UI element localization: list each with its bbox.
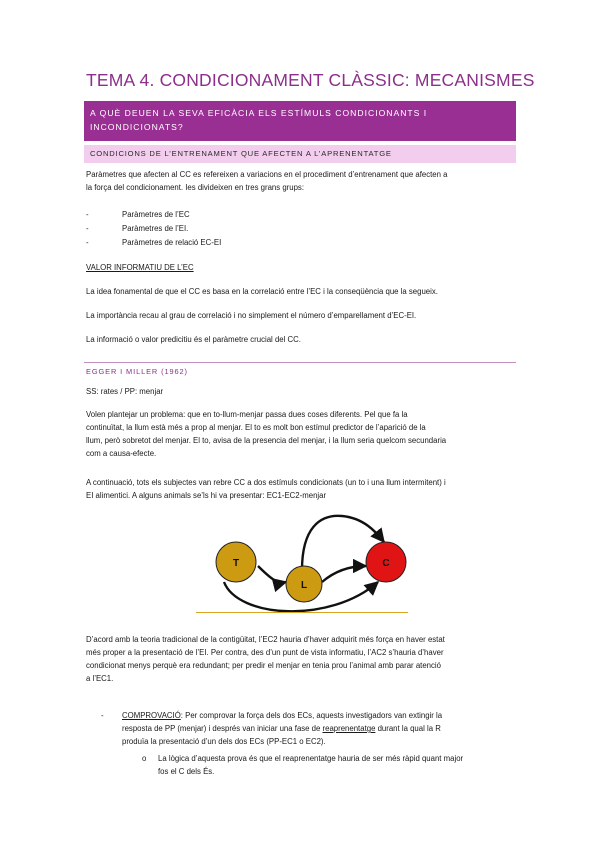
contiguity-line: D’acord amb la teoria tradicional de la contigüitat, l’EC2 hauria d’haver adquirit més força en haver estat — [86, 635, 445, 644]
arrow-t-to-l — [258, 566, 286, 582]
problem-paragraph — [86, 408, 514, 460]
sub-line: La lògica d’aquesta prova és que el reaprenentatge hauria de ser més ràpid quant major — [158, 754, 464, 763]
section-divider — [84, 362, 516, 363]
comprovacio-line — [122, 709, 514, 722]
comprovacio-text: : Per comprovar la força dels dos ECs, aquests investigadors van extingir la — [180, 711, 443, 720]
subjects-line: SS: rates / PP: menjar — [86, 387, 164, 396]
node-t-label: T — [232, 558, 240, 569]
valor-paragraph: La informació o valor predicitiu és el paràmetre crucial del CC. — [86, 335, 301, 344]
sub-item — [158, 752, 514, 778]
section-header-line1: A QUÈ DEUEN LA SEVA EFICÀCIA ELS ESTÍMULS CONDICIONANTS I — [90, 108, 428, 118]
problem-line: continuïtat, la llum està més a prop al menjar. El to es molt bon estímul predictor de l’aparició de la — [86, 423, 426, 432]
list-marker: - — [86, 238, 89, 247]
valor-paragraph: La importància recau al grau de correlació i no simplement el número d’emparellament d’EC-EI. — [86, 311, 417, 320]
intro-paragraph — [86, 168, 514, 194]
stimulus-diagram — [190, 508, 420, 618]
node-c — [366, 542, 406, 582]
list-marker: - — [86, 224, 89, 233]
node-c-label: C — [382, 558, 390, 569]
egger-heading: EGGER I MILLER (1962) — [86, 367, 188, 376]
comprovacio-label: COMPROVACIÓ — [122, 711, 181, 720]
list-item-text: Paràmetres de l’EI. — [122, 224, 189, 233]
node-l-label: L — [300, 580, 308, 591]
intro-line: Paràmetres que afecten al CC es refereixen a variacions en el procediment d’entrenament que afecten a — [86, 170, 448, 179]
reaprenentatge-term: reaprenentatge — [322, 724, 376, 733]
comprovacio-marker: - — [101, 711, 104, 720]
problem-line: Volen plantejar un problema: que en to-llum-menjar passa dues coses diferents. Pel que fa la — [86, 410, 408, 419]
section-header — [84, 101, 516, 141]
list-item-text: Paràmetres de relació EC-EI — [122, 238, 222, 247]
contiguity-line: més proper a la presentació de l’EI. Per contra, des d’un punt de vista informatiu, l’AC2 s’hauria d’haver — [86, 648, 444, 657]
comprovacio-line — [122, 722, 514, 735]
node-t — [216, 542, 256, 582]
sub-line: fos el C dels És. — [158, 767, 215, 776]
comprovacio-text: durant la qual la R — [375, 724, 441, 733]
comprovacio-text: resposta de PP (menjar) i després van iniciar una fase de — [122, 724, 323, 733]
node-l — [286, 566, 322, 602]
arrow-l-to-c — [322, 566, 366, 582]
continuation-line: EI alimentici. A alguns animals se’ls hi va presentar: EC1-EC2-menjar — [86, 491, 327, 500]
problem-line: llum, però sobretot del menjar. El to, avisa de la presencia del menjar, i la llum seria quelcom secundaria — [86, 436, 447, 445]
page-title: TEMA 4. CONDICIONAMENT CLÀSSIC: MECANISMES — [86, 70, 535, 90]
problem-line: com a causa-efecte. — [86, 449, 157, 458]
continuation-paragraph — [86, 476, 514, 502]
diagram-baseline — [196, 612, 408, 613]
continuation-line: A continuació, tots els subjectes van rebre CC a dos estímuls condicionats (un to i una llum intermitent) i — [86, 478, 446, 487]
list-item — [86, 208, 190, 221]
valor-paragraph: La idea fonamental de que el CC es basa en la correlació entre l’EC i la conseqüència que la segueix. — [86, 287, 438, 296]
contiguity-line: a l’EC1. — [86, 674, 114, 683]
intro-line: la força del condicionament. Ies divideixen en tres grans grups: — [86, 183, 305, 192]
contiguity-line: condicionat menys perquè era redundant; per predir el menjar en tenia prou l’animal amb parar atenció — [86, 661, 441, 670]
list-marker: - — [86, 210, 89, 219]
section-header-line2: INCONDICIONATS? — [90, 122, 184, 132]
sub-marker: o — [142, 754, 147, 763]
subsection-header: CONDICIONS DE L’ENTRENAMENT QUE AFECTEN A L’APRENENTATGE — [84, 145, 516, 163]
list-item — [86, 222, 188, 235]
contiguity-paragraph — [86, 633, 514, 685]
list-item — [86, 236, 221, 249]
valor-heading: VALOR INFORMATIU DE L’EC — [86, 263, 194, 272]
comprovacio-item — [122, 709, 514, 748]
comprovacio-line: produïa la presentació d’un dels dos ECs (PP-EC1 o EC2). — [122, 737, 326, 746]
list-item-text: Paràmetres de l’EC — [122, 210, 190, 219]
